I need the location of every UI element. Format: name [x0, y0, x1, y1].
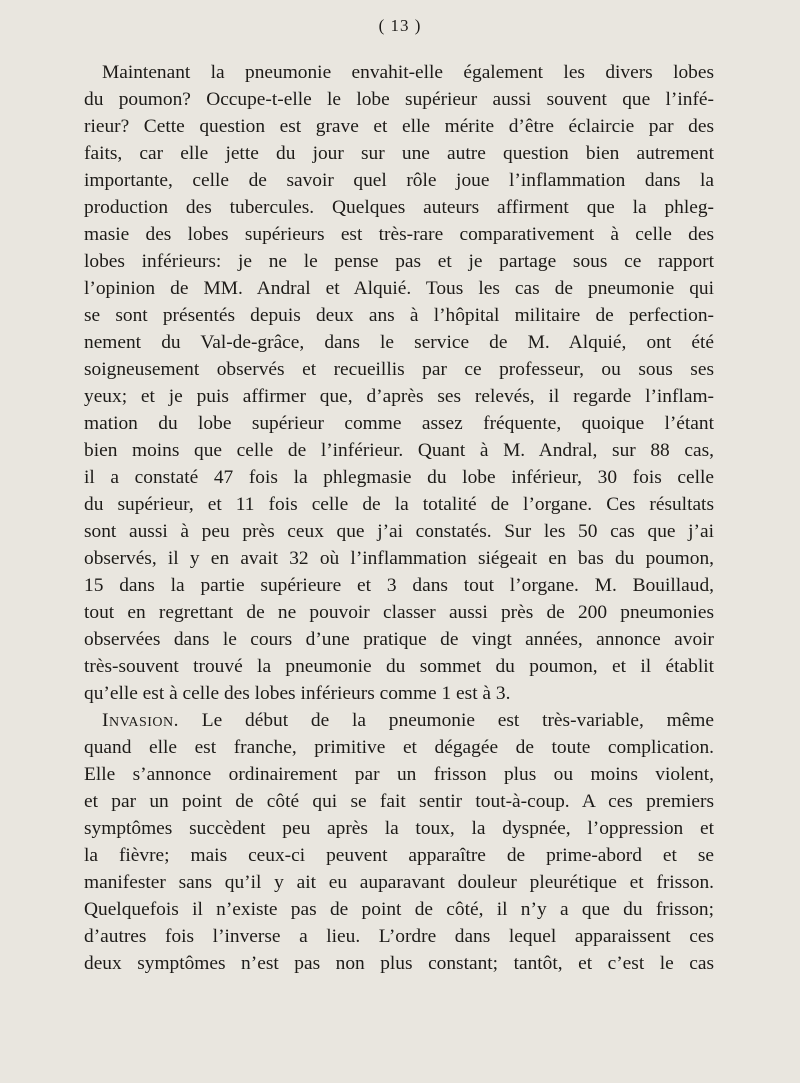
text-line	[84, 869, 714, 896]
text-line	[84, 140, 714, 167]
text-line	[84, 221, 714, 248]
text-line	[84, 788, 714, 815]
text-line-content: nement du Val-de-grâce, dans le service de M. Alquié, ont été	[84, 332, 714, 353]
text-line-content: rieur? Cette question est grave et elle mérite d’être éclaircie par des	[84, 116, 714, 137]
text-line	[84, 842, 714, 869]
text-line	[84, 491, 714, 518]
text-line-content: observées dans le cours d’une pratique de vingt années, annonce avoir	[84, 629, 714, 650]
text-line-content: Le début de la pneumonie est très-variable, même	[179, 710, 714, 731]
text-line	[84, 248, 714, 275]
text-line-content: yeux; et je puis affirmer que, d’après ses relevés, il regarde l’inflam-	[84, 386, 714, 407]
text-line-content: manifester sans qu’il y ait eu auparavant douleur pleurétique et frisson.	[84, 872, 714, 893]
text-line	[84, 167, 714, 194]
text-line-content: faits, car elle jette du jour sur une autre question bien autrement	[84, 143, 714, 164]
text-line	[84, 896, 714, 923]
text-line-content: se sont présentés depuis deux ans à l’hôpital militaire de perfection-	[84, 305, 714, 326]
text-line-content: soigneusement observés et recueillis par ce professeur, ou sous ses	[84, 359, 714, 380]
text-line	[84, 572, 714, 599]
text-line-content: tout en regrettant de ne pouvoir classer aussi près de 200 pneumonies	[84, 602, 714, 623]
text-line	[84, 437, 714, 464]
text-line-content: la fièvre; mais ceux-ci peuvent apparaître de prime-abord et se	[84, 845, 714, 866]
text-line	[84, 815, 714, 842]
text-line-content: l’opinion de MM. Andral et Alquié. Tous les cas de pneumonie qui	[84, 278, 714, 299]
text-line-content: et par un point de côté qui se fait sentir tout-à-coup. A ces premiers	[84, 791, 714, 812]
text-line	[84, 464, 714, 491]
section-heading: Invasion.	[102, 710, 180, 731]
text-line	[84, 950, 714, 977]
text-line	[84, 275, 714, 302]
text-line-content: d’autres fois l’inverse a lieu. L’ordre dans lequel apparaissent ces	[84, 926, 714, 947]
text-line	[84, 545, 714, 572]
text-line-content: sont aussi à peu près ceux que j’ai constatés. Sur les 50 cas que j’ai	[84, 521, 714, 542]
text-line-content: Quelquefois il n’existe pas de point de côté, il n’y a que du frisson;	[84, 899, 714, 920]
text-line	[84, 680, 714, 707]
text-line	[84, 707, 714, 734]
text-line	[84, 626, 714, 653]
body-text	[84, 59, 714, 977]
text-line-content: qu’elle est à celle des lobes inférieurs comme 1 est à 3.	[84, 683, 511, 704]
text-line-content: symptômes succèdent peu après la toux, la dyspnée, l’oppression et	[84, 818, 714, 839]
text-line	[84, 599, 714, 626]
text-line	[84, 734, 714, 761]
text-line	[84, 356, 714, 383]
text-line-content: importante, celle de savoir quel rôle joue l’inflammation dans la	[84, 170, 714, 191]
text-line-content: Elle s’annonce ordinairement par un frisson plus ou moins violent,	[84, 764, 714, 785]
text-line	[84, 518, 714, 545]
text-line	[84, 194, 714, 221]
text-line	[84, 329, 714, 356]
text-line-content: 15 dans la partie supérieure et 3 dans tout l’organe. M. Bouillaud,	[84, 575, 714, 596]
text-line-content: il a constaté 47 fois la phlegmasie du lobe inférieur, 30 fois celle	[84, 467, 714, 488]
text-line	[84, 113, 714, 140]
text-line	[84, 761, 714, 788]
text-line-content: du supérieur, et 11 fois celle de la totalité de l’organe. Ces résultats	[84, 494, 714, 515]
text-line-content: mation du lobe supérieur comme assez fréquente, quoique l’étant	[84, 413, 714, 434]
text-line-content: production des tubercules. Quelques auteurs affirment que la phleg-	[84, 197, 714, 218]
text-line-content: quand elle est franche, primitive et dégagée de toute complication.	[84, 737, 714, 758]
page-number: ( 13 )	[378, 16, 422, 35]
text-line-content: masie des lobes supérieurs est très-rare comparativement à celle des	[84, 224, 714, 245]
text-line-content: observés, il y en avait 32 où l’inflammation siégeait en bas du poumon,	[84, 548, 714, 569]
text-line	[84, 383, 714, 410]
text-line	[84, 302, 714, 329]
text-line-content: du poumon? Occupe-t-elle le lobe supérieur aussi souvent que l’infé-	[84, 89, 714, 110]
text-line	[84, 410, 714, 437]
text-line-content: très-souvent trouvé la pneumonie du sommet du poumon, et il établit	[84, 656, 714, 677]
text-line	[84, 86, 714, 113]
text-line	[84, 59, 714, 86]
text-line-content: deux symptômes n’est pas non plus constant; tantôt, et c’est le cas	[84, 953, 714, 974]
text-line	[84, 923, 714, 950]
text-line-content: Maintenant la pneumonie envahit-elle également les divers lobes	[102, 62, 714, 83]
text-line-content: lobes inférieurs: je ne le pense pas et je partage sous ce rapport	[84, 251, 714, 272]
text-line	[84, 653, 714, 680]
text-line-content: bien moins que celle de l’inférieur. Quant à M. Andral, sur 88 cas,	[84, 440, 714, 461]
